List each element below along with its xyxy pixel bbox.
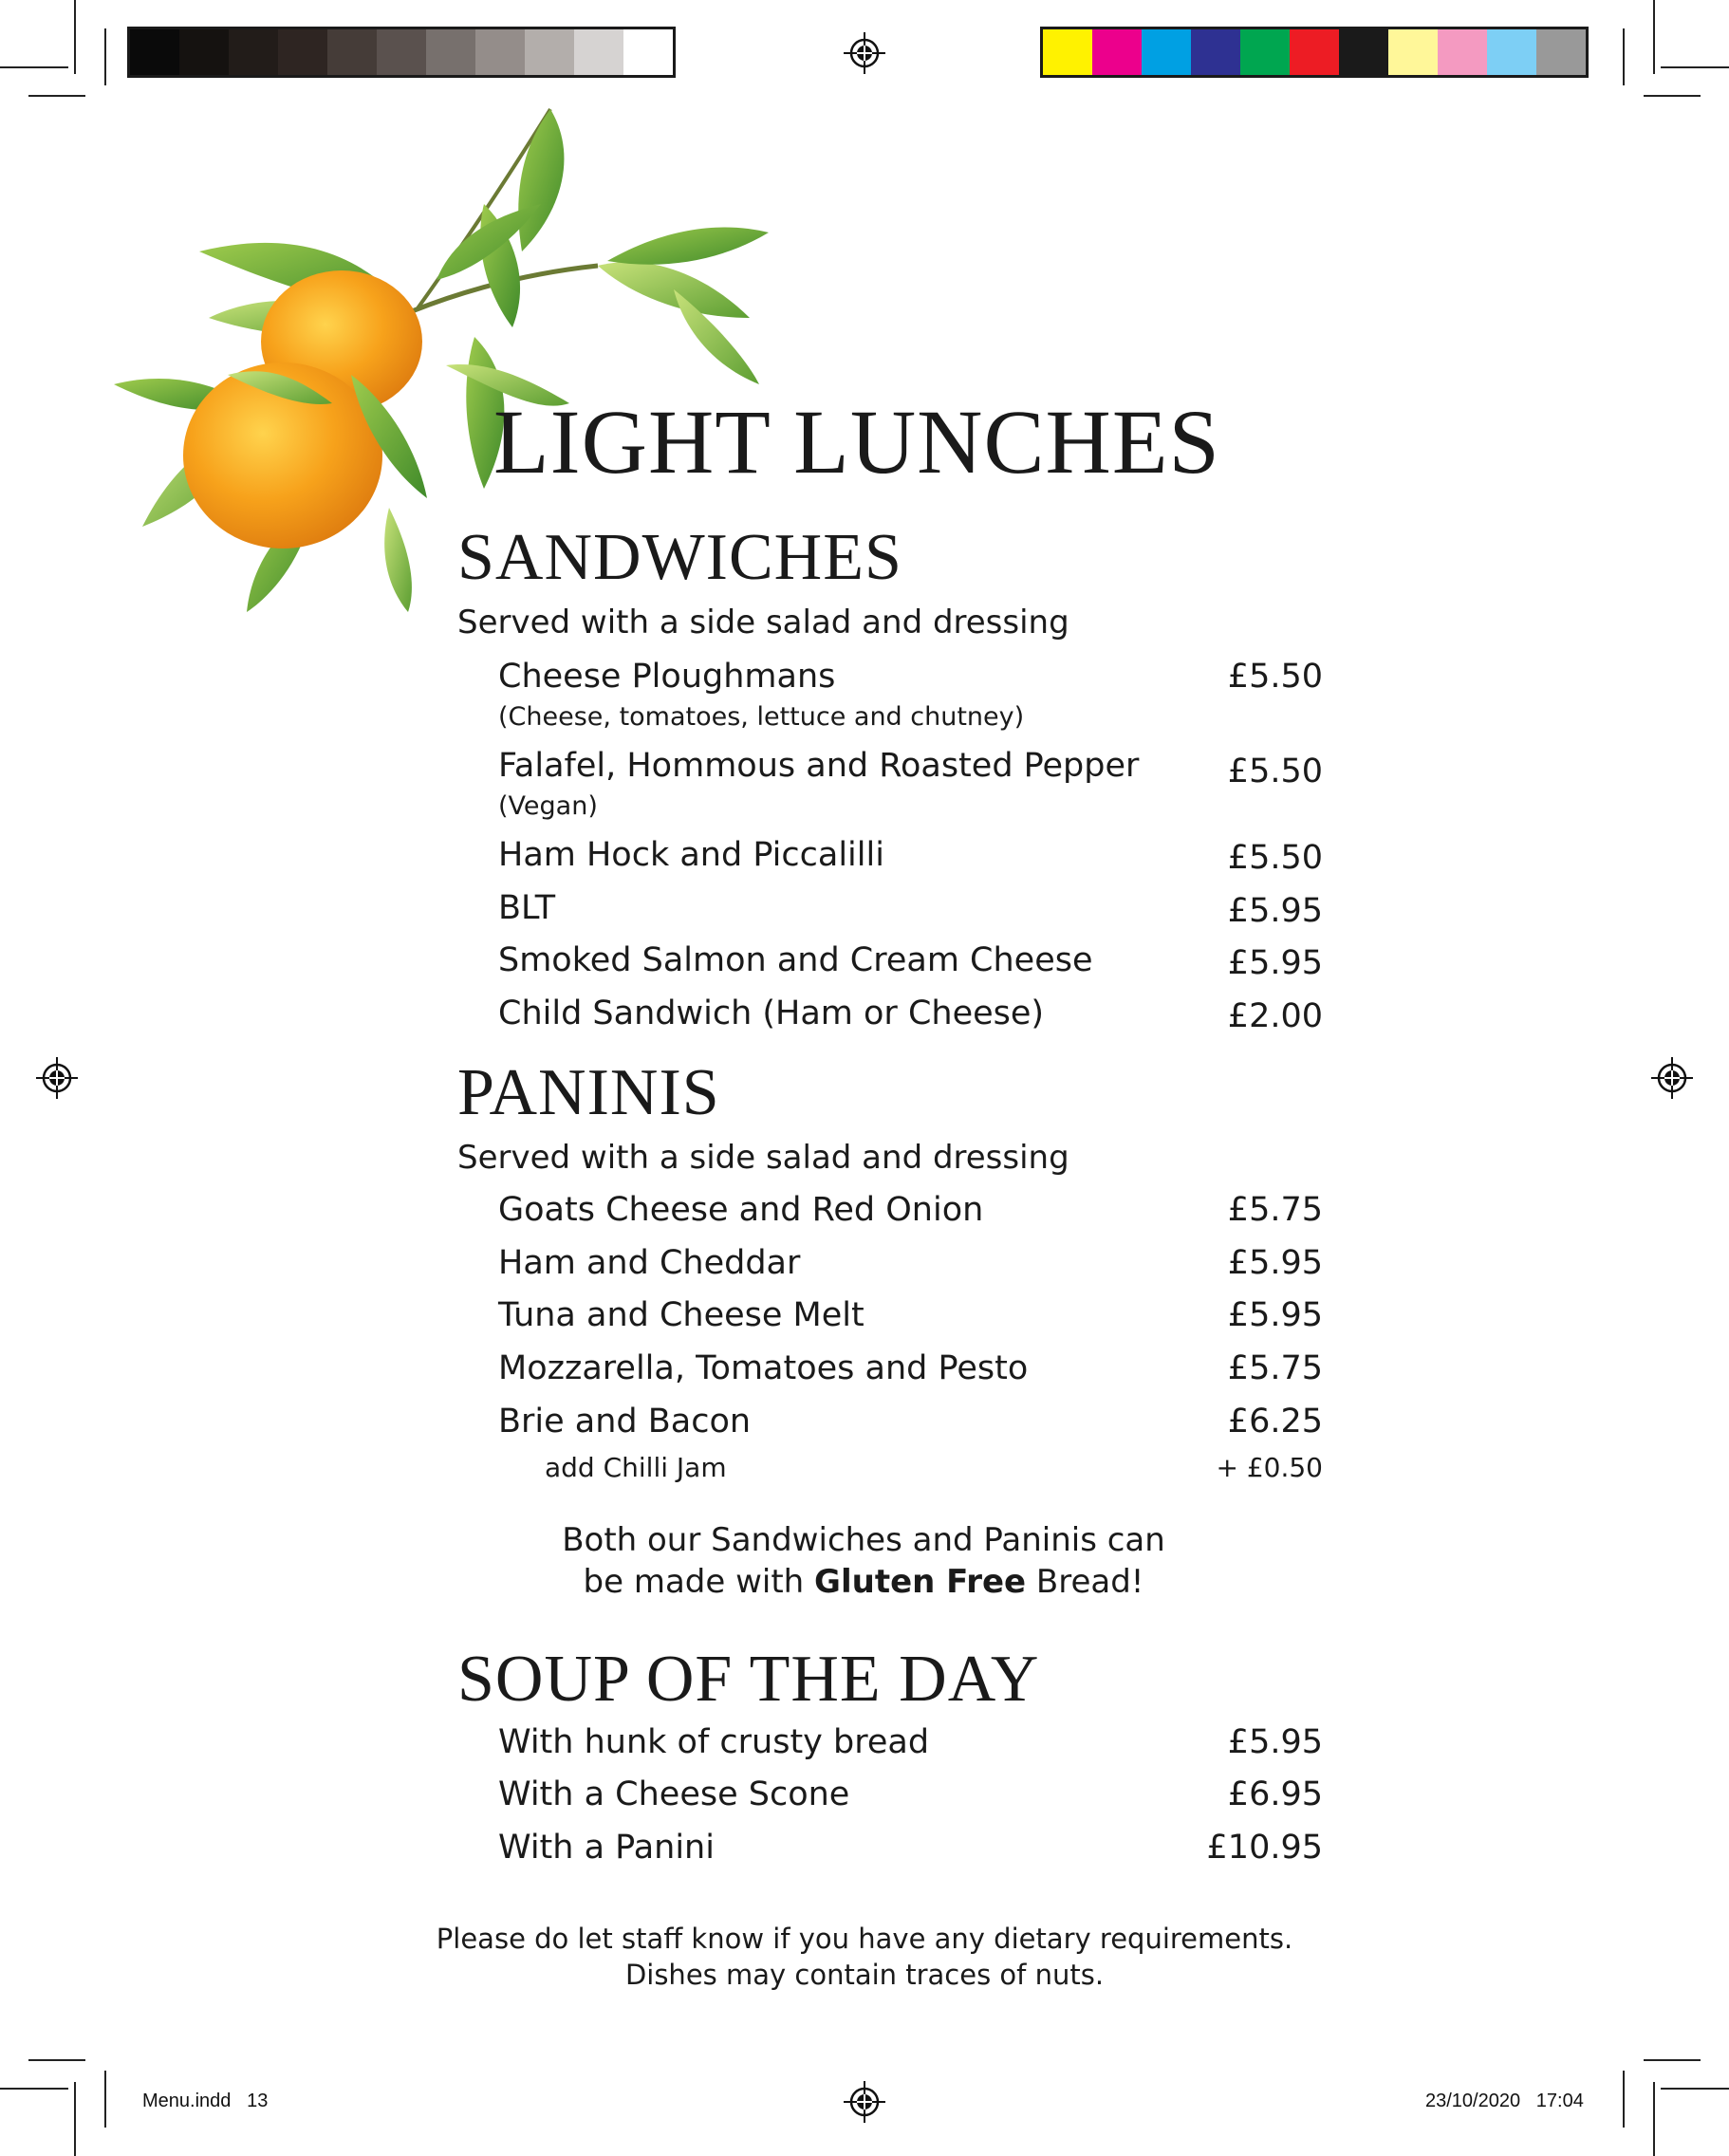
menu-item-description: (Cheese, tomatoes, lettuce and chutney) <box>498 702 1025 732</box>
crop-mark <box>1644 95 1701 97</box>
registration-mark-icon <box>844 32 885 74</box>
page-title: LIGHT LUNCHES <box>493 391 1220 493</box>
menu-item-price: £10.95 <box>1206 1829 1323 1867</box>
color-swatch <box>377 29 426 75</box>
color-swatch <box>623 29 673 75</box>
crop-mark <box>74 2082 76 2156</box>
menu-item-name: Falafel, Hommous and Roasted Pepper <box>498 747 1140 785</box>
disclaimer-line1: Please do let staff know if you have any dietary requirements. <box>436 1923 1293 1955</box>
menu-item-name: With hunk of crusty bread <box>498 1723 930 1761</box>
gluten-note-line1: Both our Sandwiches and Paninis can <box>562 1521 1165 1559</box>
color-swatch <box>1043 29 1092 75</box>
addon-price: + £0.50 <box>1216 1452 1323 1483</box>
crop-mark <box>1623 2071 1625 2128</box>
menu-item-price: £5.50 <box>1227 753 1323 790</box>
color-swatch <box>1438 29 1487 75</box>
disclaimer-line2: Dishes may contain traces of nuts. <box>624 1959 1105 1991</box>
menu-item-price: £5.95 <box>1227 1296 1323 1334</box>
paninis-subtitle: Served with a side salad and dressing <box>457 1139 1069 1177</box>
sandwiches-subtitle: Served with a side salad and dressing <box>457 604 1069 641</box>
crop-mark <box>28 95 85 97</box>
color-swatch <box>1191 29 1240 75</box>
menu-item-price: £6.25 <box>1227 1403 1323 1440</box>
crop-mark <box>1623 28 1625 85</box>
addon-name: add Chilli Jam <box>545 1452 727 1483</box>
sandwiches-heading: SANDWICHES <box>457 521 902 594</box>
color-swatch <box>426 29 475 75</box>
menu-item-description: (Vegan) <box>498 791 598 821</box>
menu-item-name: With a Panini <box>498 1829 715 1867</box>
crop-mark <box>104 2071 106 2128</box>
crop-mark <box>1653 2082 1655 2156</box>
menu-item-name: With a Cheese Scone <box>498 1775 850 1813</box>
soup-heading: SOUP OF THE DAY <box>457 1643 1040 1716</box>
crop-mark <box>1661 66 1729 68</box>
gluten-note-text: be made with <box>583 1563 815 1601</box>
color-swatch <box>1339 29 1388 75</box>
menu-item-price: £5.50 <box>1227 839 1323 877</box>
menu-item-name: Child Sandwich (Ham or Cheese) <box>498 994 1045 1032</box>
crop-mark <box>1644 2059 1701 2061</box>
color-swatch <box>1092 29 1142 75</box>
color-swatch <box>1290 29 1339 75</box>
menu-item-name: Smoked Salmon and Cream Cheese <box>498 941 1093 979</box>
menu-item-price: £5.95 <box>1227 1723 1323 1761</box>
color-swatch <box>278 29 327 75</box>
crop-mark <box>28 2059 85 2061</box>
menu-item-name: Mozzarella, Tomatoes and Pesto <box>498 1349 1029 1387</box>
crop-mark <box>74 0 76 74</box>
crop-mark <box>104 28 106 85</box>
crop-mark <box>0 2088 68 2090</box>
crop-mark <box>1661 2088 1729 2090</box>
color-swatch <box>1240 29 1290 75</box>
file-slug: Menu.indd 13 <box>142 2091 269 2111</box>
menu-item-price: £5.50 <box>1227 658 1323 696</box>
color-swatch <box>525 29 574 75</box>
date-slug: 23/10/2020 17:04 <box>1425 2091 1584 2111</box>
color-swatch <box>475 29 525 75</box>
color-swatch <box>130 29 179 75</box>
menu-item-name: Goats Cheese and Red Onion <box>498 1191 984 1229</box>
menu-item-price: £5.75 <box>1227 1191 1323 1229</box>
menu-item-name: Ham and Cheddar <box>498 1244 801 1282</box>
menu-item-price: £6.95 <box>1227 1775 1323 1813</box>
menu-item-name: Tuna and Cheese Melt <box>498 1296 864 1334</box>
color-swatch <box>1142 29 1191 75</box>
color-swatch <box>229 29 278 75</box>
color-swatch <box>1487 29 1536 75</box>
dietary-disclaimer <box>285 1921 1444 1993</box>
registration-mark-icon <box>1651 1057 1693 1099</box>
menu-item-name: Brie and Bacon <box>498 1403 752 1440</box>
menu-item-name: Ham Hock and Piccalilli <box>498 836 884 874</box>
process-color-bar <box>1040 27 1589 78</box>
gluten-note-text: Bread! <box>1026 1563 1144 1601</box>
crop-mark <box>0 66 68 68</box>
gluten-free-note <box>474 1519 1253 1603</box>
menu-item-price: £5.95 <box>1227 1244 1323 1282</box>
registration-mark-icon <box>844 2081 885 2123</box>
gluten-free-emphasis: Gluten Free <box>814 1563 1027 1601</box>
color-swatch <box>1388 29 1438 75</box>
registration-mark-icon <box>36 1057 78 1099</box>
color-swatch <box>574 29 623 75</box>
menu-item-name: BLT <box>498 889 556 927</box>
menu-item-price: £5.95 <box>1227 944 1323 982</box>
paninis-heading: PANINIS <box>457 1056 720 1129</box>
menu-item-price: £5.75 <box>1227 1349 1323 1387</box>
color-swatch <box>327 29 377 75</box>
gluten-note-line2 <box>474 1561 1253 1603</box>
menu-item-price: £5.95 <box>1227 892 1323 930</box>
crop-mark <box>1653 0 1655 74</box>
color-swatch <box>179 29 229 75</box>
menu-item-price: £2.00 <box>1227 997 1323 1035</box>
color-swatch <box>1536 29 1586 75</box>
grayscale-color-bar <box>127 27 676 78</box>
menu-item-name: Cheese Ploughmans <box>498 658 836 696</box>
